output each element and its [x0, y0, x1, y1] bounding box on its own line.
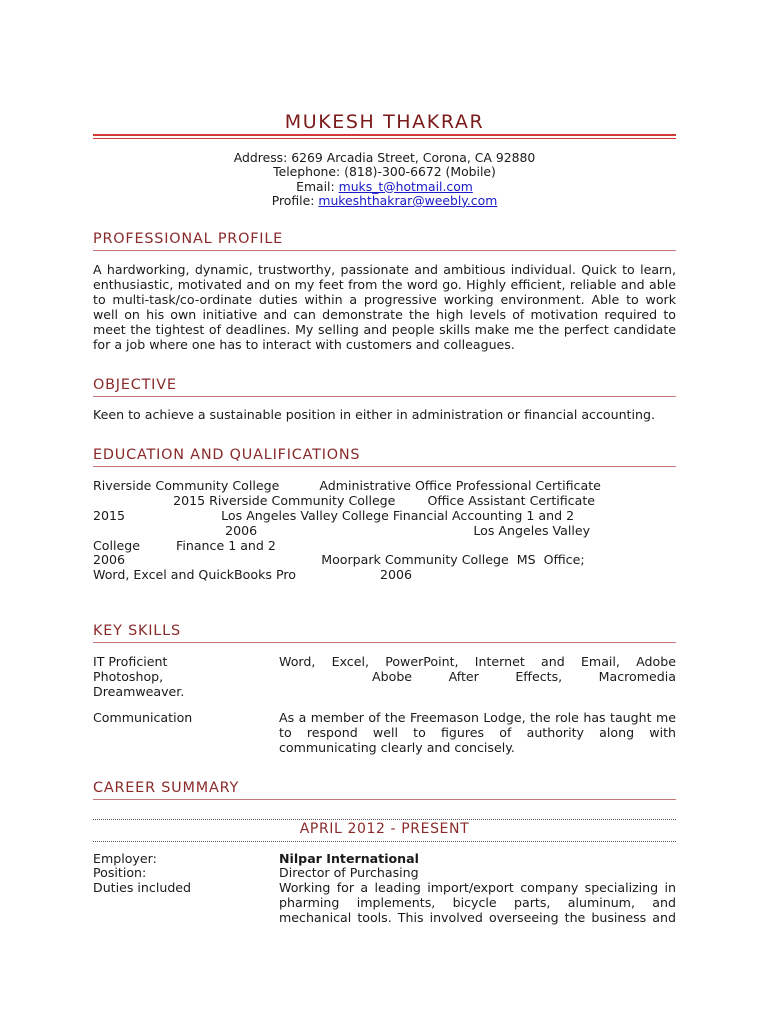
education-block: [93, 479, 676, 583]
duties-value: Working for a leading import/export company specializing in pharming implements, bicycle parts, aluminum, and mechanical tools. This involved overseeing the business and: [279, 880, 676, 925]
objective-text: Keen to achieve a sustainable position in either in administration or financial accounting.: [93, 407, 655, 422]
skill-label: Communication: [93, 710, 193, 725]
section-rule: [93, 642, 676, 643]
profile-line: [93, 194, 676, 208]
position-label: Position:: [93, 865, 147, 880]
skill-label-line: Photoshop,: [93, 668, 164, 684]
education-line: 2015 Riverside Community College Office Assistant Certificate: [93, 492, 596, 508]
section-title-key-skills: KEY SKILLS: [93, 623, 181, 639]
skill-label: [93, 655, 273, 700]
section-rule: [93, 396, 676, 397]
position-value: Director of Purchasing: [279, 865, 419, 880]
section-rule: [93, 250, 676, 251]
telephone-line: [93, 165, 676, 179]
employer-label: Employer:: [93, 851, 157, 866]
header-rule-thin: [93, 138, 676, 139]
education-line: 2006 Los Angeles Valley: [93, 522, 591, 538]
section-title-career-summary: CAREER SUMMARY: [93, 780, 240, 796]
employer-value: Nilpar International: [279, 851, 419, 866]
skill-description-line: Word, Excel, PowerPoint, Internet and Email, Adobe: [279, 654, 676, 669]
section-title-professional-profile: PROFESSIONAL PROFILE: [93, 231, 284, 247]
skill-description: As a member of the Freemason Lodge, the role has taught me to respond well to figures of authority along with communicating clearly and concisely.: [279, 710, 676, 755]
email-label: Email:: [296, 178, 335, 194]
profile-link[interactable]: mukeshthakrar@weebly.com: [318, 192, 498, 208]
education-line: 2015 Los Angeles Valley College Financial Accounting 1 and 2: [93, 507, 575, 523]
section-title-education: EDUCATION AND QUALIFICATIONS: [93, 447, 361, 463]
professional-profile-text: A hardworking, dynamic, trustworthy, passionate and ambitious individual. Quick to learn, enthusiastic, motivated and on my feet from the word go. Highly efficient, reliable and able to multi-task/co-ordinate duties within a progressive working environment. Able to work well on his own initiative and can demonstrate the high levels of motivation required to meet the tightest of deadlines. My selling and people skills make me the perfect candidate for a job where one has to interact with customers and colleagues.: [93, 262, 676, 352]
address-value: 6269 Arcadia Street, Corona, CA 92880: [291, 150, 536, 165]
career-period: APRIL 2012 - PRESENT: [299, 821, 470, 837]
education-line: Word, Excel and QuickBooks Pro 2006: [93, 567, 413, 583]
education-line: College Finance 1 and 2: [93, 537, 276, 553]
address-label: Address:: [233, 150, 288, 165]
skill-row-communication: [93, 711, 676, 756]
education-line: 2006 Moorpark Community College MS Office;: [93, 552, 585, 568]
duties-label: Duties included: [93, 880, 192, 895]
email-link[interactable]: muks_t@hotmail.com: [338, 178, 473, 194]
skill-description-line: Abobe After Effects, Macromedia: [372, 668, 676, 684]
education-line: Riverside Community College Administrative Office Professional Certificate: [93, 478, 601, 493]
telephone-label: Telephone:: [273, 164, 341, 180]
section-rule: [93, 466, 676, 467]
dotted-rule: [93, 819, 676, 820]
candidate-name: MUKESH THAKRAR: [284, 111, 485, 133]
skill-label-line: IT Proficient: [93, 654, 168, 669]
address-line: [93, 151, 676, 165]
dotted-rule: [93, 841, 676, 842]
telephone-value: (818)-300-6672 (Mobile): [344, 164, 496, 180]
contact-block: [93, 151, 676, 208]
header-rule-thick: [93, 134, 676, 136]
section-title-objective: OBJECTIVE: [93, 377, 177, 393]
section-rule: [93, 799, 676, 800]
profile-label: Profile:: [271, 192, 315, 208]
skill-description: [279, 655, 676, 685]
skill-label-line: Dreamweaver.: [93, 683, 185, 699]
email-line: [93, 180, 676, 194]
skill-row-it: [93, 655, 676, 700]
